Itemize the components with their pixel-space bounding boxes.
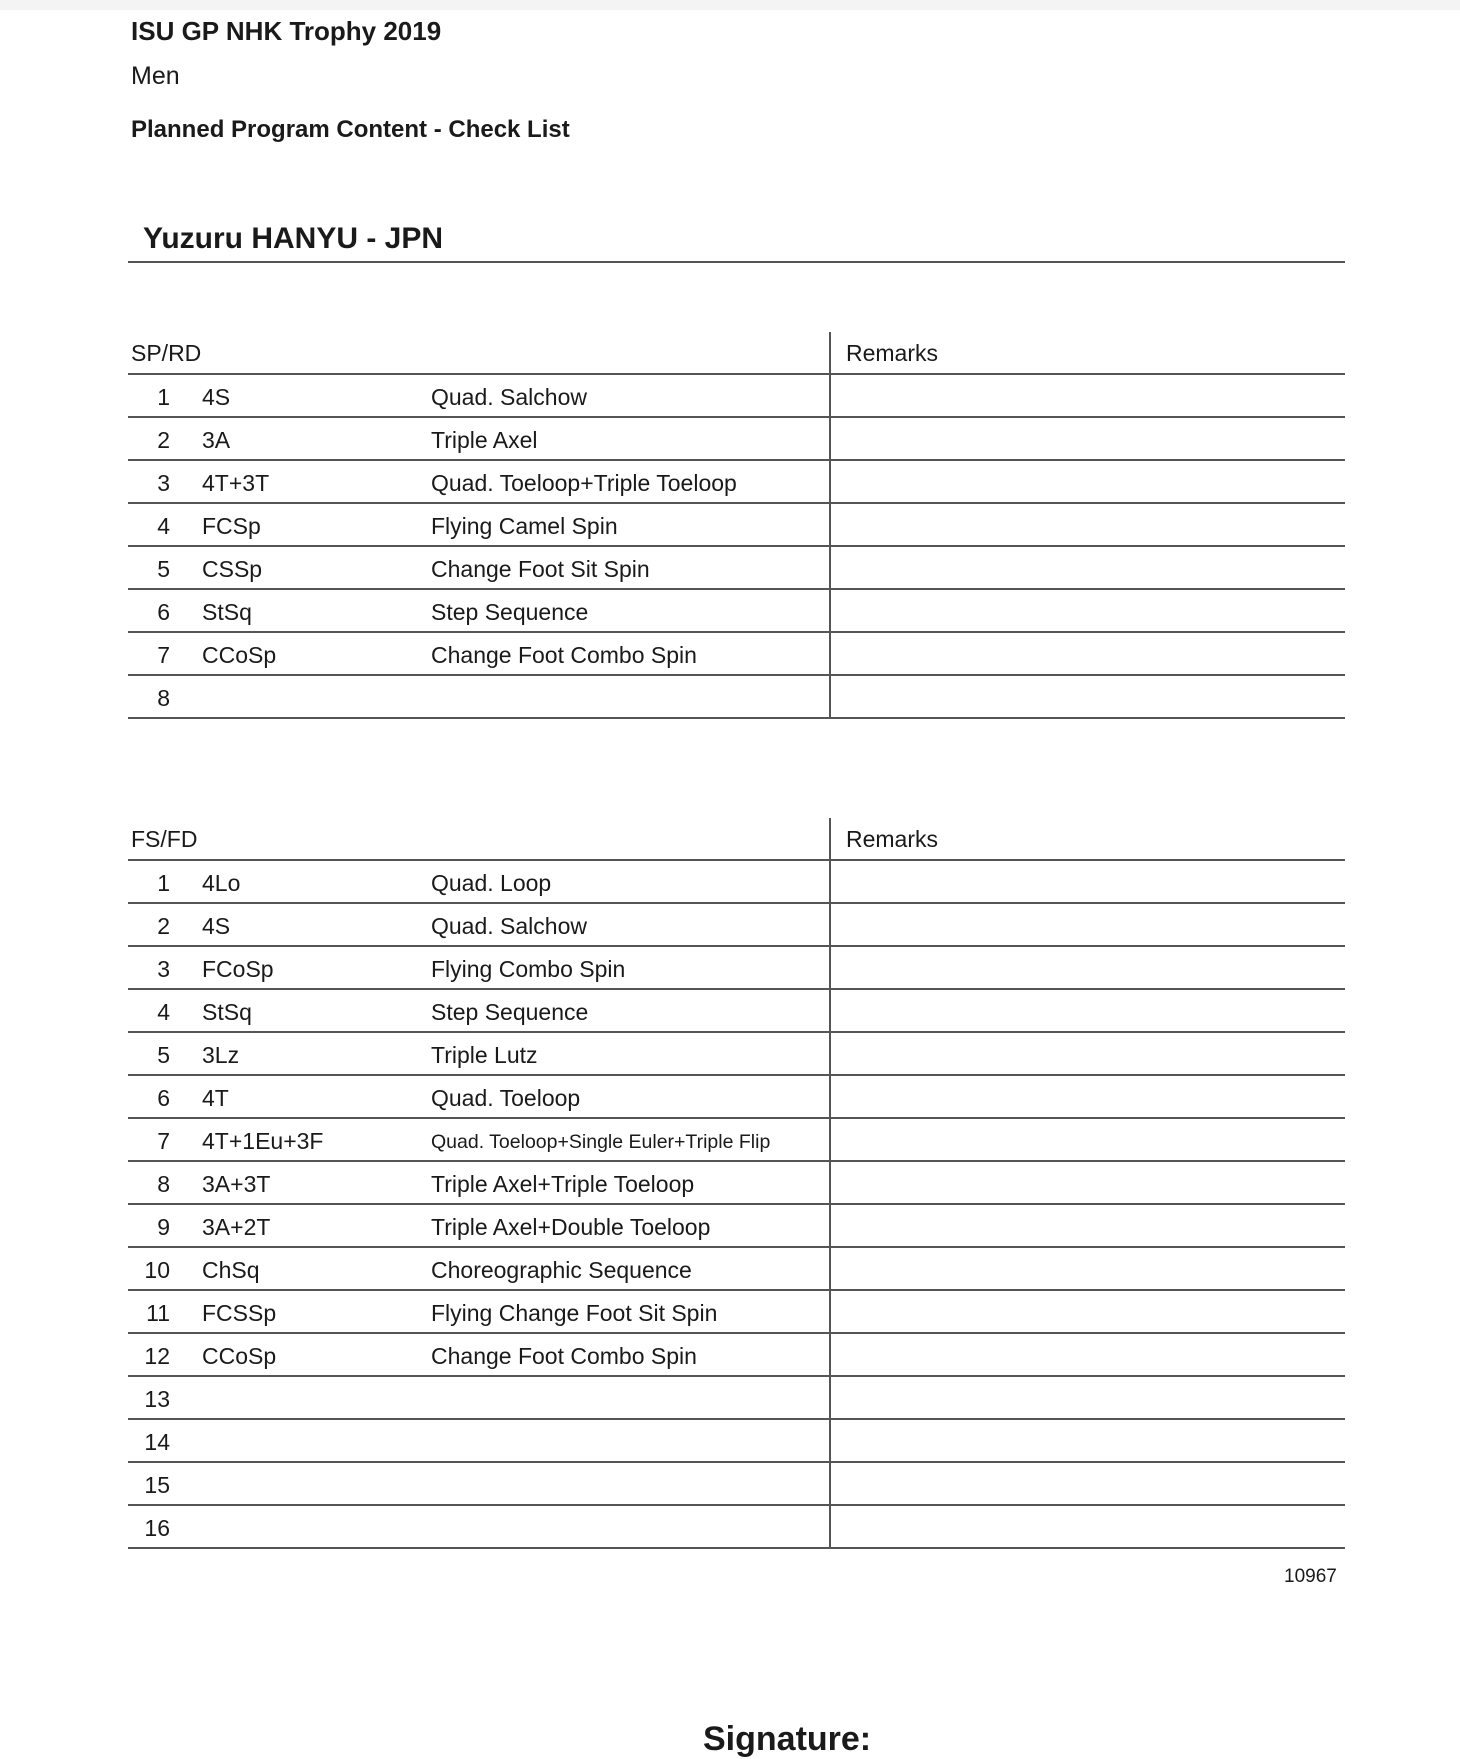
- element-number: 4: [157, 513, 170, 539]
- table-row: [128, 1162, 1345, 1205]
- table-row: [128, 1506, 1345, 1549]
- element-code: 4T: [202, 1085, 229, 1111]
- element-number: 14: [144, 1429, 170, 1455]
- skater-name: Yuzuru HANYU - JPN: [143, 222, 444, 255]
- element-description: Quad. Toeloop: [431, 1085, 581, 1111]
- table-row: [128, 990, 1345, 1033]
- element-code: FCoSp: [202, 956, 274, 982]
- element-description: Triple Lutz: [431, 1042, 538, 1068]
- element-number: 3: [157, 470, 170, 496]
- element-code: 3A: [202, 427, 231, 453]
- element-description: Triple Axel+Double Toeloop: [431, 1214, 711, 1240]
- remarks-header: Remarks: [846, 826, 939, 852]
- element-code: 4S: [202, 384, 231, 410]
- element-number: 6: [157, 599, 170, 625]
- table-row: [128, 504, 1345, 547]
- element-code: 3A+3T: [202, 1171, 271, 1197]
- element-number: 5: [157, 1042, 170, 1068]
- element-description: Choreographic Sequence: [431, 1257, 692, 1283]
- table-row: [128, 1119, 1345, 1162]
- short-program-label: SP/RD: [131, 340, 202, 366]
- element-description: Flying Combo Spin: [431, 956, 626, 982]
- element-description: Step Sequence: [431, 999, 589, 1025]
- element-description: Change Foot Sit Spin: [431, 556, 650, 582]
- element-description: Step Sequence: [431, 599, 589, 625]
- free-skate-label: FS/FD: [131, 826, 198, 852]
- element-code: ChSq: [202, 1257, 260, 1283]
- element-code: FCSSp: [202, 1300, 277, 1326]
- element-code: StSq: [202, 999, 252, 1025]
- element-number: 4: [157, 999, 170, 1025]
- element-description: Flying Change Foot Sit Spin: [431, 1300, 718, 1326]
- table-row: [128, 1291, 1345, 1334]
- element-description: Quad. Salchow: [431, 913, 587, 939]
- element-code: CSSp: [202, 556, 263, 582]
- table-row: [128, 590, 1345, 633]
- element-description: Flying Camel Spin: [431, 513, 618, 539]
- table-row: [128, 1205, 1345, 1248]
- element-number: 6: [157, 1085, 170, 1111]
- element-code: FCSp: [202, 513, 261, 539]
- table-row: [128, 547, 1345, 590]
- element-number: 10: [144, 1257, 170, 1283]
- element-code: 4T+3T: [202, 470, 270, 496]
- element-description: Quad. Loop: [431, 870, 552, 896]
- element-description: Quad. Salchow: [431, 384, 587, 410]
- table-row: [128, 904, 1345, 947]
- element-description: Triple Axel+Triple Toeloop: [431, 1171, 695, 1197]
- table-row: [128, 676, 1345, 719]
- free-skate-table: [128, 818, 1345, 1549]
- element-number: 11: [146, 1300, 170, 1326]
- element-code: CCoSp: [202, 1343, 277, 1369]
- element-description: Quad. Toeloop+Single Euler+Triple Flip: [431, 1131, 771, 1153]
- table-row: [128, 633, 1345, 676]
- element-number: 8: [157, 1171, 170, 1197]
- document-title: Planned Program Content - Check List: [131, 116, 570, 143]
- short-program-rows: [128, 375, 1345, 719]
- table-row: [128, 947, 1345, 990]
- element-number: 7: [157, 1128, 170, 1154]
- element-number: 9: [157, 1214, 170, 1240]
- category-label: Men: [131, 62, 180, 90]
- element-number: 16: [144, 1515, 170, 1541]
- table-row: [128, 1334, 1345, 1377]
- element-number: 5: [157, 556, 170, 582]
- table-row: [128, 1033, 1345, 1076]
- table-row: [128, 375, 1345, 418]
- table-row: [128, 1420, 1345, 1463]
- skater-divider: [128, 261, 1345, 263]
- element-code: CCoSp: [202, 642, 277, 668]
- element-number: 3: [157, 956, 170, 982]
- element-number: 8: [157, 685, 170, 711]
- signature-label: Signature:: [703, 1720, 872, 1758]
- element-code: 3A+2T: [202, 1214, 271, 1240]
- short-program-header: [128, 332, 1345, 375]
- element-number: 7: [157, 642, 170, 668]
- element-code: 3Lz: [202, 1042, 240, 1068]
- element-number: 2: [157, 427, 170, 453]
- table-row: [128, 1377, 1345, 1420]
- table-row: [128, 861, 1345, 904]
- table-row: [128, 461, 1345, 504]
- short-program-table: [128, 332, 1345, 719]
- element-description: Triple Axel: [431, 427, 538, 453]
- free-skate-rows: [128, 861, 1345, 1549]
- element-number: 15: [144, 1472, 170, 1498]
- table-row: [128, 418, 1345, 461]
- element-code: 4T+1Eu+3F: [202, 1128, 324, 1154]
- element-number: 2: [157, 913, 170, 939]
- element-description: Change Foot Combo Spin: [431, 1343, 697, 1369]
- element-number: 12: [144, 1343, 170, 1369]
- element-number: 1: [157, 870, 170, 896]
- element-number: 13: [144, 1386, 170, 1412]
- event-title: ISU GP NHK Trophy 2019: [131, 16, 442, 46]
- table-row: [128, 1248, 1345, 1291]
- element-code: 4S: [202, 913, 231, 939]
- free-skate-header: [128, 818, 1345, 861]
- element-description: Change Foot Combo Spin: [431, 642, 697, 668]
- table-row: [128, 1076, 1345, 1119]
- top-strip: [0, 0, 1460, 10]
- element-code: 4Lo: [202, 870, 241, 896]
- table-row: [128, 1463, 1345, 1506]
- element-description: Quad. Toeloop+Triple Toeloop: [431, 470, 737, 496]
- element-number: 1: [157, 384, 170, 410]
- document-number: 10967: [1284, 1566, 1337, 1587]
- element-code: StSq: [202, 599, 252, 625]
- remarks-header: Remarks: [846, 340, 939, 366]
